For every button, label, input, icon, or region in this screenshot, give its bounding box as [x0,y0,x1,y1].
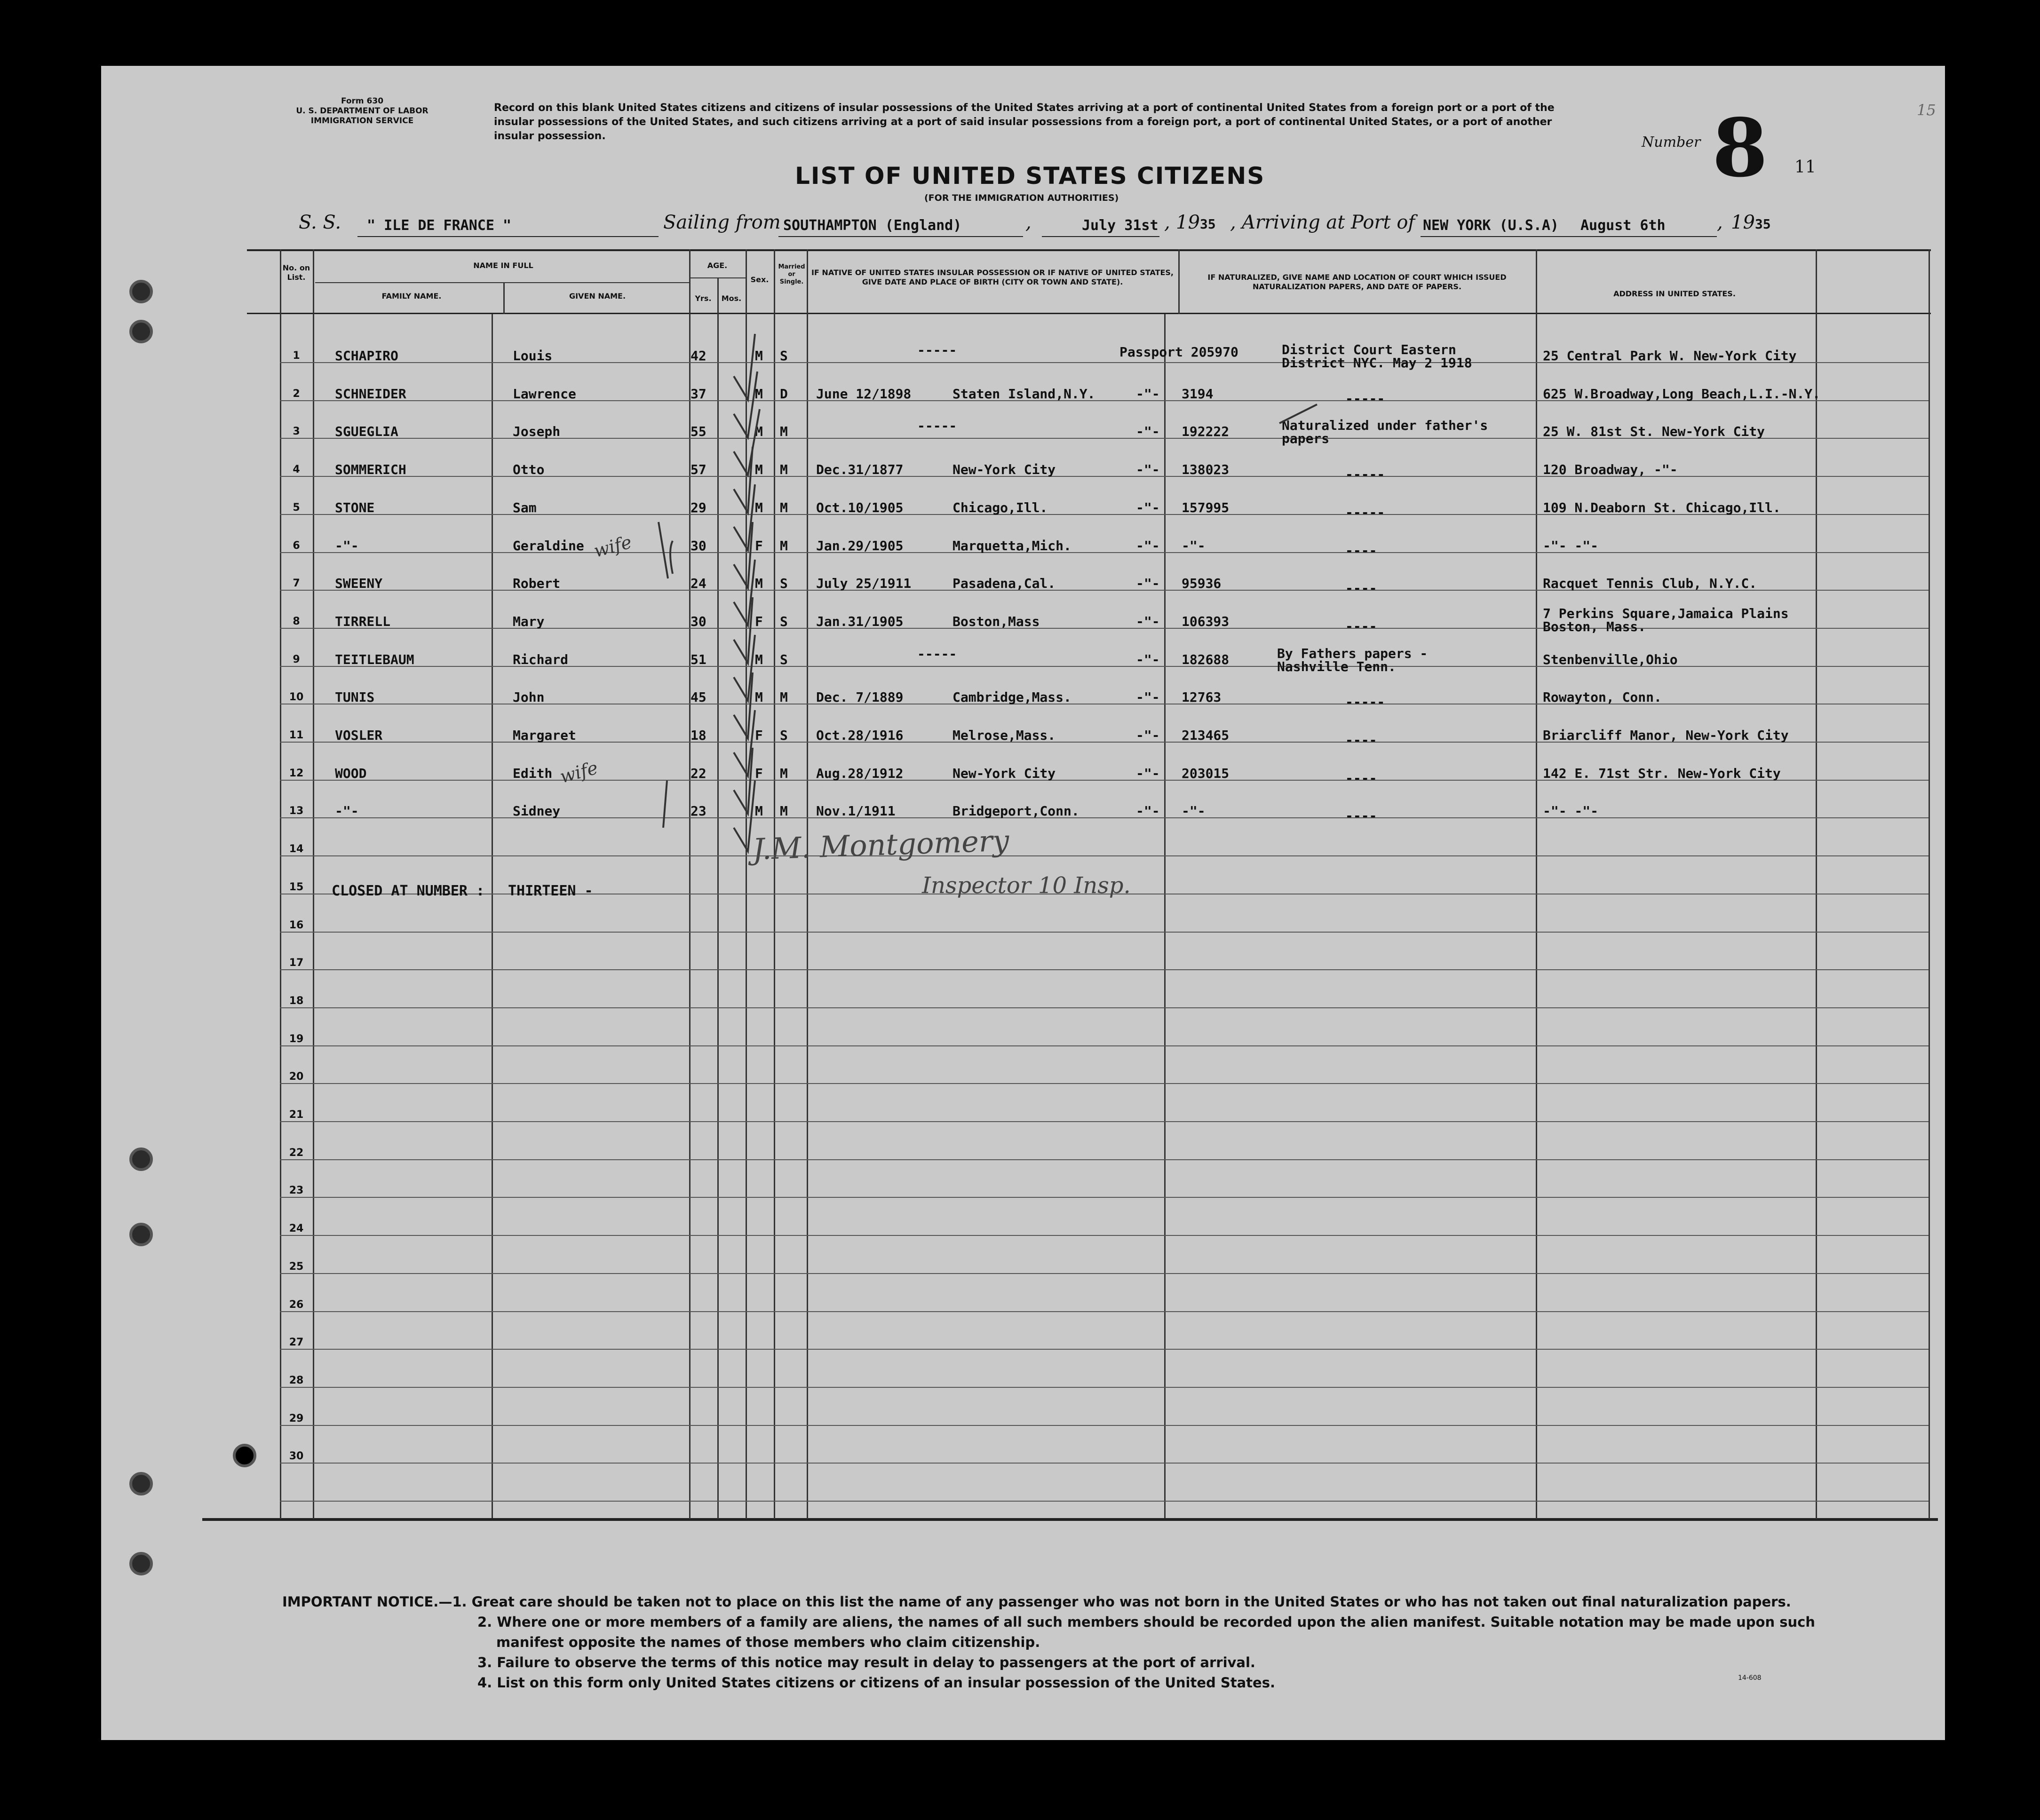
birth-date: June 12/1898 [816,386,912,402]
sex: M [755,576,763,592]
age-years: 30 [691,613,706,629]
col-line [1178,249,1180,314]
table-top-border [247,249,1931,251]
ditto-mark: -"- [1136,765,1160,781]
row-line [280,1121,1929,1122]
ditto-mark: -"- [1136,424,1160,440]
col-family-name: FAMILY NAME. [381,292,442,301]
address: Rowayton, Conn. [1543,689,1662,705]
naturalization-court: ---- [1345,542,1377,558]
passport-number: 157995 [1182,499,1230,515]
row-number: 25 [289,1260,304,1273]
passport-number: 12763 [1182,689,1222,705]
birth-date: Aug.28/1912 [816,765,904,781]
col-line [774,249,775,1519]
notice-item-2: 2. Where one or more members of a family are aliens, the names of all such members should be recorded upon the alien manifest. Suitable notation may be made upon such [477,1614,1815,1630]
ditto-mark: -"- [1136,651,1160,667]
age-years: 37 [691,386,706,402]
ditto-mark: -"- [1136,689,1160,705]
naturalization-court: District Court Eastern District NYC. May 2 1918 [1282,342,1472,371]
row-number: 16 [289,919,304,931]
ditto-mark: -"- [1136,803,1160,819]
age-years: 55 [691,424,706,440]
passport-number: 3194 [1182,386,1214,402]
family-name: SCHNEIDER [335,386,406,402]
birth-date: ----- [917,646,957,662]
birth-place: New-York City [953,462,1056,478]
col-line [1164,314,1166,1518]
marital-status: M [780,689,788,705]
col-line [280,249,281,1519]
col-line [807,249,808,1519]
marital-status: M [780,424,788,440]
sex: F [755,613,763,629]
row-number: 8 [293,615,300,627]
marital-status: S [780,348,788,364]
row-number: 17 [289,957,304,969]
col-naturalized: IF NATURALIZED, GIVE NAME AND LOCATION OF COURT WHICH ISSUED NATURALIZATION PAPERS, AND DATE OF PAPERS. [1207,273,1507,291]
col-address: ADDRESS IN UNITED STATES. [1613,289,1736,298]
row-line [280,1311,1929,1312]
col-line [503,282,505,314]
marital-status: M [780,499,788,515]
handwritten-wife-2: wife [557,757,600,787]
form-code: 14-608 [1738,1674,1762,1682]
corner-mark: 15 [1917,101,1936,119]
row-number: 23 [289,1185,304,1197]
family-name: -"- [335,538,359,554]
row-number: 5 [293,501,300,514]
sex: M [755,651,763,667]
notice-item-4: 4. List on this form only United States citizens or citizens of an insular possession of the United States. [477,1675,1275,1691]
ditto-mark: -"- [1136,386,1160,402]
passport-number: 95936 [1182,576,1222,592]
passport-number: 203015 [1182,765,1230,781]
row-number: 13 [289,805,304,817]
address: -"- -"- [1543,803,1599,819]
row-number: 27 [289,1337,304,1349]
marital-status: M [780,462,788,478]
ditto-mark: -"- [1136,462,1160,478]
address: Racquet Tennis Club, N.Y.C. [1543,576,1757,592]
address: 109 N.Deaborn St. Chicago,Ill. [1543,499,1781,515]
page-title: LIST OF UNITED STATES CITIZENS [795,162,1265,190]
ship-underline [357,236,659,237]
age-years: 29 [691,499,706,515]
address: Stenbenville,Ohio [1543,651,1678,667]
row-line [280,1349,1929,1350]
address: 7 Perkins Square,Jamaica Plains Boston, Mass. [1543,605,1789,634]
row-line [280,855,1929,856]
binder-hole [129,1472,153,1496]
given-name: Geraldine [513,538,584,554]
binder-hole [233,1444,256,1467]
row-line [280,1463,1929,1464]
row-number: 10 [289,691,304,704]
row-number: 28 [289,1374,304,1386]
given-name: John [513,689,545,705]
birth-place: Marquetta,Mich. [953,538,1072,554]
birth-date: ----- [917,418,957,434]
col-no-on-list: No. on List. [282,263,310,282]
page-number: 11 [1794,158,1816,177]
department: U. S. DEPARTMENT OF LABOR [296,106,429,116]
birth-place: New-York City [953,765,1056,781]
row-number: 26 [289,1298,304,1311]
binder-hole [129,1552,153,1575]
family-name: SCHAPIRO [335,348,398,364]
row-line [280,1387,1929,1388]
year-suffix: 35 [1199,216,1216,232]
family-name: TUNIS [335,689,375,705]
arrival-date: August 6th [1580,217,1666,234]
year-suffix: 35 [1754,216,1771,232]
address: -"- -"- [1543,538,1599,554]
from-underline [778,236,1023,237]
sex: M [755,386,763,402]
record-instructions: Record on this blank United States citizens and citizens of insular possessions of the United States arriving at a port of continental United States from a foreign port or a port of the insular possessions of the United States, and such citizens arriving at a port of said insular possessions from a foreign port, a port of continental United States, or a port of another insular possession. [494,102,1555,142]
important-notice [282,1592,1791,1612]
col-line [689,249,691,1519]
age-years: 23 [691,803,706,819]
passport-number: 138023 [1182,462,1230,478]
binder-hole [129,320,153,343]
ditto-mark: -"- [1136,538,1160,554]
arriving-label: Arriving at Port of [1242,212,1415,233]
to-port: NEW YORK (U.S.A) [1423,217,1559,234]
marital-status: M [780,538,788,554]
family-name: -"- [335,803,359,819]
given-name: Richard [513,651,569,667]
ss-label: S. S. [299,212,341,233]
address: 142 E. 71st Str. New-York City [1543,765,1781,781]
age-years: 45 [691,689,706,705]
closed-value: THIRTEEN - [508,883,593,899]
age-years: 24 [691,576,706,592]
naturalization-court: ----- [1345,694,1385,710]
notice-heading: IMPORTANT NOTICE. [282,1594,439,1610]
binder-hole [129,1147,153,1171]
col-line [1816,249,1817,1519]
notice-item-2b: manifest opposite the names of those members who claim citizenship. [496,1634,1040,1650]
row-number: 29 [289,1412,304,1424]
address: 625 W.Broadway,Long Beach,L.I.-N.Y. [1543,386,1821,402]
form-number: Form 630 [341,96,384,106]
given-name: Otto [513,462,545,478]
ditto-mark: -"- [1136,613,1160,629]
naturalization-court: ---- [1345,618,1377,634]
row-number: 9 [293,653,300,665]
age-years: 22 [691,765,706,781]
birth-date: Jan.31/1905 [816,613,904,629]
row-line [280,932,1929,933]
from-port: SOUTHAMPTON (England) [783,217,962,234]
given-name: Margaret [513,728,576,743]
col-name-in-full: NAME IN FULL [473,261,533,270]
naturalization-court: ----- [1345,467,1385,483]
row-number: 21 [289,1109,304,1121]
naturalization-court: ---- [1345,808,1377,824]
row-line [280,1235,1929,1236]
family-name: VOSLER [335,728,383,743]
col-line [1929,249,1930,1519]
given-name: Sidney [513,803,561,819]
family-name: WOOD [335,765,367,781]
naturalization-court: ---- [1345,770,1377,786]
birth-place: Boston,Mass [953,613,1040,629]
marital-status: S [780,728,788,743]
passport-number: 192222 [1182,424,1230,440]
comma: , [1164,212,1170,233]
col-mos: Mos. [721,294,742,303]
sailing-label: Sailing from [663,212,781,233]
closed-label: CLOSED AT NUMBER : [332,883,485,899]
given-name: Edith [513,765,553,781]
binder-hole [129,280,153,303]
birth-place: Chicago,Ill. [953,499,1048,515]
naturalization-court: Naturalized under father's papers [1282,418,1488,447]
birth-place: Staten Island,N.Y. [953,386,1095,402]
birth-place: Melrose,Mass. [953,728,1056,743]
birth-place: Pasadena,Cal. [953,576,1056,592]
birth-date: Nov.1/1911 [816,803,896,819]
naturalization-court: ----- [1345,390,1385,406]
table-bottom-border [202,1518,1938,1521]
form-header [273,96,452,126]
col-native: IF NATIVE OF UNITED STATES INSULAR POSSESSION OR IF NATIVE OF UNITED STATES, GIVE DATE AND PLACE OF BIRTH (CITY OR TOWN AND STATE). [811,268,1174,286]
marital-status: M [780,765,788,781]
col-sex: Sex. [750,275,769,284]
sex: M [755,803,763,819]
passport-number: -"- [1182,803,1206,819]
birth-date: Jan.29/1905 [816,538,904,554]
year-prefix: 19 [1731,212,1755,233]
birth-place: Bridgeport,Conn. [953,803,1080,819]
row-line [280,1045,1929,1046]
header-bottom-border [247,313,1931,314]
sex: M [755,462,763,478]
naturalization-court: ---- [1345,732,1377,748]
naturalization-court: ----- [1345,504,1385,520]
ditto-mark: -"- [1136,499,1160,515]
address: 25 Central Park W. New-York City [1543,348,1797,364]
row-line [280,1425,1929,1426]
ditto-mark: -"- [1136,576,1160,592]
year-1 [1176,212,1216,233]
list-number: 8 [1712,101,1768,195]
family-name: TIRRELL [335,613,391,629]
sex: M [755,348,763,364]
birth-place: Cambridge,Mass. [953,689,1072,705]
marital-status: S [780,613,788,629]
birth-date: Dec. 7/1889 [816,689,904,705]
ship-name: " ILE DE FRANCE " [367,217,512,234]
row-number: 18 [289,995,304,1007]
number-label: Number [1642,134,1701,150]
col-yrs: Yrs. [695,294,712,303]
col-line [746,249,747,1519]
col-age: AGE. [707,261,728,270]
date-underline [1042,236,1159,237]
given-name: Lawrence [513,386,576,402]
row-number: 19 [289,1033,304,1045]
family-name: SOMMERICH [335,462,406,478]
row-number: 30 [289,1450,304,1463]
sex: F [755,538,763,554]
family-name: TEITLEBAUM [335,651,414,667]
naturalization-court: ---- [1345,580,1377,596]
row-number: 7 [293,578,300,590]
inspector-signature: J.M. Montgomery [752,823,1010,867]
age-years: 42 [691,348,706,364]
manifest-page [101,66,1945,1740]
row-number: 11 [289,729,304,741]
year-prefix: 19 [1176,212,1200,233]
handwritten-wife-1: wife [591,531,634,562]
col-line [1536,249,1537,1519]
family-name: STONE [335,499,375,515]
passport-number: 106393 [1182,613,1230,629]
family-name: SGUEGLIA [335,424,398,440]
row-number: 6 [293,539,300,552]
arrival-underline [1421,236,1717,237]
age-years: 57 [691,462,706,478]
row-number: 1 [293,350,300,362]
row-number: 4 [293,464,300,476]
family-name: SWEENY [335,576,383,592]
ditto-mark: -"- [1136,728,1160,743]
inspector-title: Inspector 10 Insp. [922,872,1131,899]
name-divider [315,282,689,283]
address: 25 W. 81st St. New-York City [1543,424,1765,440]
marital-status: D [780,386,788,402]
binder-hole [129,1223,153,1246]
row-number: 15 [289,881,304,893]
age-years: 18 [691,728,706,743]
given-name: Joseph [513,424,561,440]
row-line [280,1007,1929,1008]
row-number: 20 [289,1071,304,1083]
row-line [280,1083,1929,1084]
row-line [280,1501,1929,1502]
col-married: Married or Single. [778,263,805,285]
given-name: Sam [513,499,537,515]
row-line [280,1273,1929,1274]
passport-number: 213465 [1182,728,1230,743]
sex: M [755,424,763,440]
row-line [280,969,1929,970]
birth-date: July 25/1911 [816,576,912,592]
passport-number: -"- [1182,538,1206,554]
notice-item-1: —1. Great care should be taken not to place on this list the name of any passenger who was not born in the United States or who has not taken out final naturalization papers. [438,1594,1791,1610]
col-line [313,249,314,1519]
row-number: 22 [289,1147,304,1159]
given-name: Robert [513,576,561,592]
sex: F [755,765,763,781]
notice-item-3: 3. Failure to observe the terms of this notice may result in delay to passengers at the port of arrival. [477,1654,1255,1670]
comma: , [1717,212,1723,233]
year-2 [1731,212,1771,233]
given-name: Louis [513,348,553,364]
page-subtitle: (FOR THE IMMIGRATION AUTHORITIES) [924,193,1119,203]
birth-date: Dec.31/1877 [816,462,904,478]
row-number: 24 [289,1223,304,1235]
sail-date: July 31st [1082,217,1159,234]
col-given-name: GIVEN NAME. [569,292,626,301]
passport-number: Passport 205970 [1119,344,1238,360]
sex: F [755,728,763,743]
comma: , [1025,212,1032,233]
marital-status: M [780,803,788,819]
row-number: 14 [289,843,304,855]
marital-status: S [780,651,788,667]
row-number: 12 [289,767,304,779]
naturalization-court: By Fathers papers - Nashville Tenn. [1277,645,1428,674]
col-line [492,314,493,1518]
sex: M [755,499,763,515]
sex: M [755,689,763,705]
row-number: 3 [293,426,300,438]
service: IMMIGRATION SERVICE [310,116,414,126]
row-number: 2 [293,388,300,400]
address: Briarcliff Manor, New-York City [1543,728,1789,743]
comma: , [1230,212,1236,233]
row-line [280,1159,1929,1160]
birth-date: ----- [917,342,957,358]
birth-date: Oct.10/1905 [816,499,904,515]
birth-date: Oct.28/1916 [816,728,904,743]
col-line [717,277,719,1519]
passport-number: 182688 [1182,651,1230,667]
age-years: 51 [691,651,706,667]
address: 120 Broadway, -"- [1543,462,1678,478]
given-name: Mary [513,613,545,629]
age-years: 30 [691,538,706,554]
row-line [280,1197,1929,1198]
marital-status: S [780,576,788,592]
